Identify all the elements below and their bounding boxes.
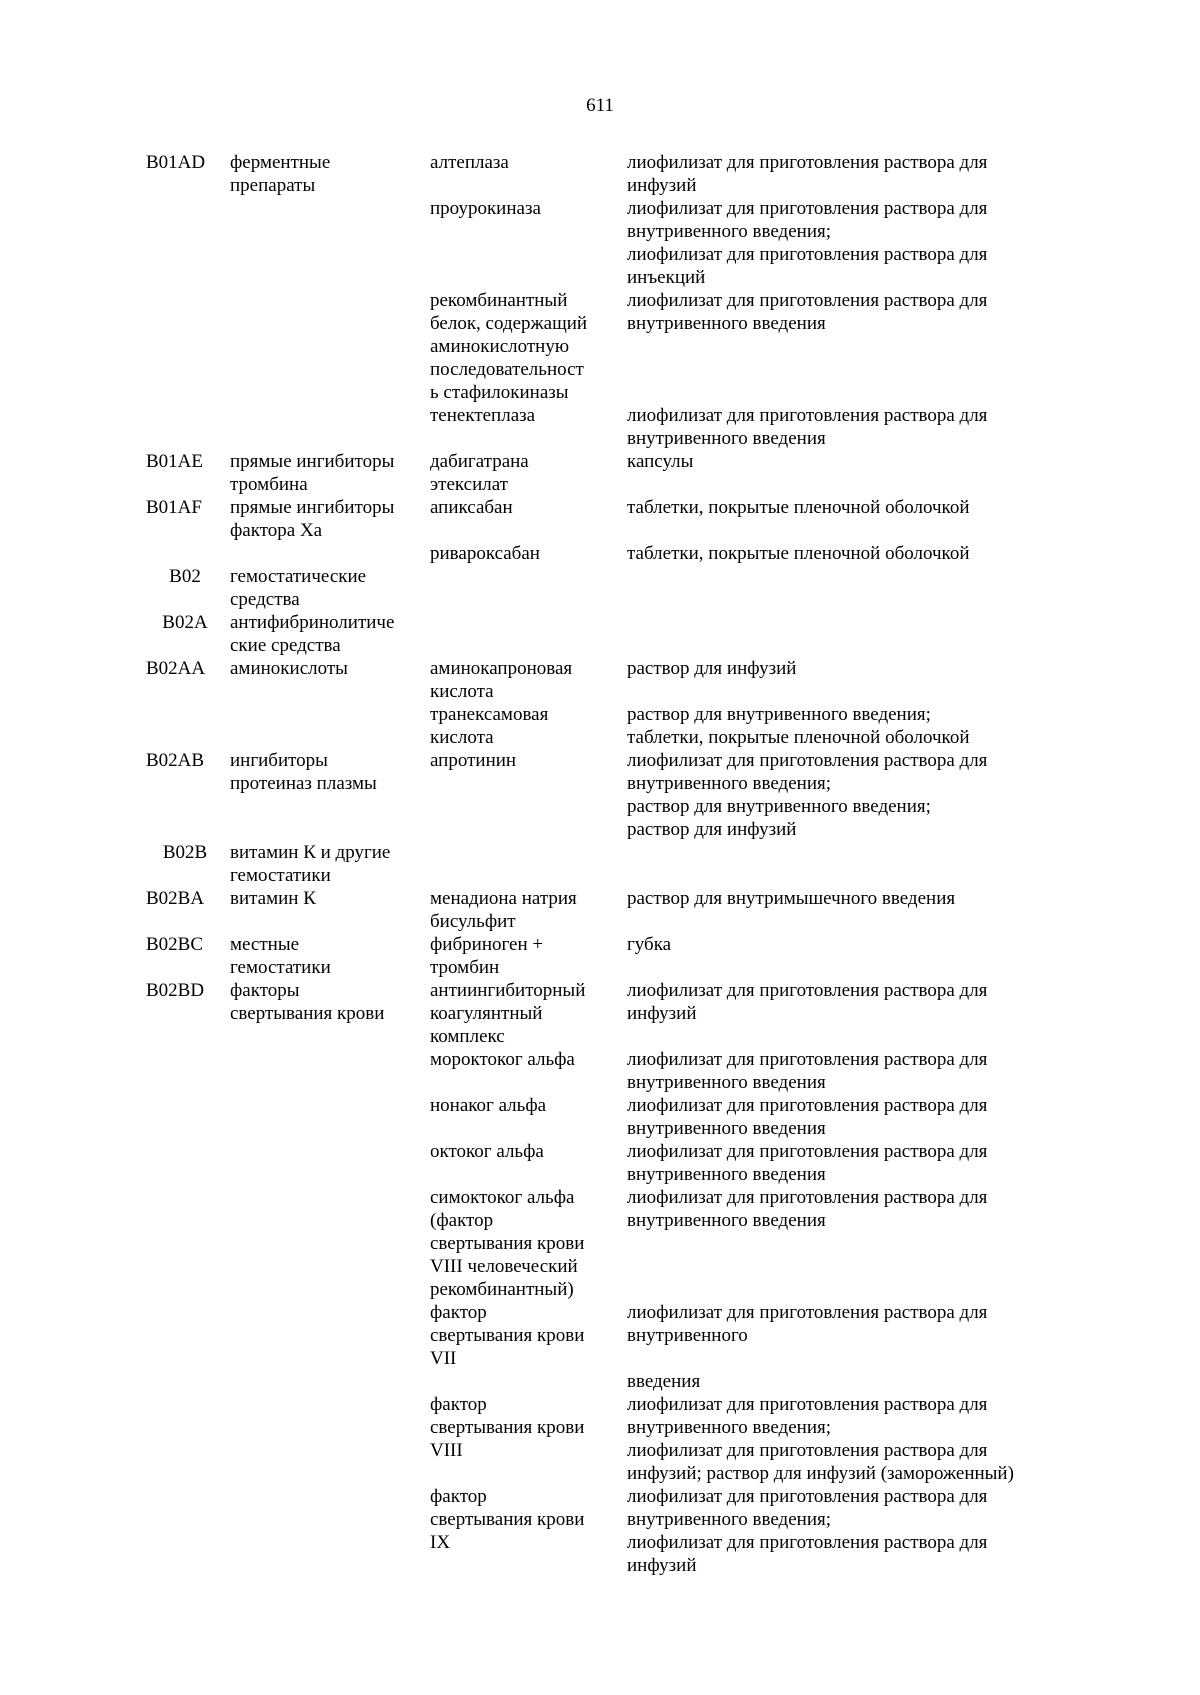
atc-code-cell: B02BD bbox=[146, 980, 205, 1001]
atc-code-cell: B02AB bbox=[146, 750, 205, 771]
table-row bbox=[146, 887, 1066, 933]
table-row bbox=[146, 1048, 1066, 1094]
drug-name-cell: фактор свертывания крови IX bbox=[430, 1486, 585, 1553]
table-row bbox=[146, 1301, 1066, 1393]
table-row bbox=[146, 404, 1066, 450]
dosage-form-cell: лиофилизат для приготовления раствора для внутривенного введения bbox=[627, 1095, 988, 1139]
group-name-cell: ингибиторы протеиназ плазмы bbox=[230, 750, 377, 794]
drug-name-cell: менадиона натрия бисульфит bbox=[430, 888, 577, 932]
group-name-cell: прямые ингибиторы фактора Xa bbox=[230, 497, 395, 541]
drug-name-cell: ривароксабан bbox=[430, 543, 540, 564]
table-row bbox=[146, 151, 1066, 197]
table-row bbox=[146, 197, 1066, 289]
table-row bbox=[146, 841, 1066, 887]
table-row bbox=[146, 1140, 1066, 1186]
drug-name-cell: дабигатрана этексилат bbox=[430, 451, 529, 495]
drug-name-cell: апротинин bbox=[430, 750, 517, 771]
group-name-cell: местные гемостатики bbox=[230, 934, 331, 978]
dosage-form-cell: лиофилизат для приготовления раствора для внутривенного введения bbox=[627, 1049, 988, 1093]
dosage-form-cell: капсулы bbox=[627, 451, 694, 472]
drug-name-cell: транексамовая кислота bbox=[430, 704, 549, 748]
page-number: 611 bbox=[586, 95, 614, 116]
table-row bbox=[146, 933, 1066, 979]
dosage-form-cell: лиофилизат для приготовления раствора для внутривенного введения bbox=[627, 1302, 988, 1392]
table-row bbox=[146, 450, 1066, 496]
table-row bbox=[146, 979, 1066, 1048]
table-row bbox=[146, 1485, 1066, 1577]
table-row bbox=[146, 1186, 1066, 1301]
drug-name-cell: фактор свертывания крови VIII bbox=[430, 1394, 585, 1461]
drug-name-cell: апиксабан bbox=[430, 497, 513, 518]
atc-code-cell: B02AA bbox=[146, 658, 206, 679]
drug-table bbox=[146, 151, 1066, 1577]
table-row bbox=[146, 565, 1066, 611]
dosage-form-cell: раствор для инфузий bbox=[627, 658, 797, 679]
group-name-cell: факторы свертывания крови bbox=[230, 980, 385, 1024]
atc-code-cell: B01AE bbox=[146, 451, 203, 472]
drug-name-cell: антиингибиторный коагулянтный комплекс bbox=[430, 980, 586, 1047]
dosage-form-cell: раствор для внутривенного введения; таблетки, покрытые пленочной оболочкой bbox=[627, 704, 970, 748]
group-name-cell: ферментные препараты bbox=[230, 152, 331, 196]
dosage-form-cell: таблетки, покрытые пленочной оболочкой bbox=[627, 543, 970, 564]
drug-name-cell: октоког альфа bbox=[430, 1141, 544, 1162]
drug-name-cell: нонаког альфа bbox=[430, 1095, 547, 1116]
table-row bbox=[146, 1393, 1066, 1485]
drug-name-cell: рекомбинантный белок, содержащий аминокислотную последовательност ь стафилокиназы bbox=[430, 290, 588, 403]
dosage-form-cell: лиофилизат для приготовления раствора для внутривенного введения; лиофилизат для приготовления раствора для инъекций bbox=[627, 198, 988, 288]
drug-name-cell: мороктоког альфа bbox=[430, 1049, 575, 1070]
dosage-form-cell: лиофилизат для приготовления раствора для внутривенного введения bbox=[627, 290, 988, 334]
table-row bbox=[146, 289, 1066, 404]
table-row bbox=[146, 542, 1066, 565]
table-row bbox=[146, 1094, 1066, 1140]
drug-name-cell: алтеплаза bbox=[430, 152, 509, 173]
group-name-cell: аминокислоты bbox=[230, 658, 348, 679]
dosage-form-cell: лиофилизат для приготовления раствора для инфузий bbox=[627, 152, 988, 196]
dosage-form-cell: лиофилизат для приготовления раствора для внутривенного введения; лиофилизат для приготовления раствора для инфузий; раствор для инфузий (замороженный) bbox=[627, 1394, 1014, 1484]
drug-name-cell: фактор свертывания крови VII bbox=[430, 1302, 585, 1369]
drug-name-cell: фибриноген + тромбин bbox=[430, 934, 544, 978]
dosage-form-cell: раствор для внутримышечного введения bbox=[627, 888, 956, 909]
drug-name-cell: тенектеплаза bbox=[430, 405, 536, 426]
atc-code-cell: B01AF bbox=[146, 497, 202, 518]
atc-code-cell: B02B bbox=[162, 842, 208, 863]
drug-name-cell: проурокиназа bbox=[430, 198, 541, 219]
dosage-form-cell: таблетки, покрытые пленочной оболочкой bbox=[627, 497, 970, 518]
dosage-form-cell: лиофилизат для приготовления раствора для внутривенного введения bbox=[627, 1187, 988, 1231]
group-name-cell: витамин К и другие гемостатики bbox=[230, 842, 391, 886]
dosage-form-cell: лиофилизат для приготовления раствора для внутривенного введения; лиофилизат для приготовления раствора для инфузий bbox=[627, 1486, 988, 1576]
dosage-form-cell: губка bbox=[627, 934, 672, 955]
atc-code-cell: B02A bbox=[162, 612, 208, 633]
dosage-form-cell: лиофилизат для приготовления раствора для инфузий bbox=[627, 980, 988, 1024]
group-name-cell: гемостатические средства bbox=[230, 566, 367, 610]
table-row bbox=[146, 703, 1066, 749]
group-name-cell: прямые ингибиторы тромбина bbox=[230, 451, 395, 495]
dosage-form-cell: лиофилизат для приготовления раствора для внутривенного введения; раствор для внутривенного введения; раствор для инфузий bbox=[627, 750, 988, 840]
dosage-form-cell: лиофилизат для приготовления раствора для внутривенного введения bbox=[627, 1141, 988, 1185]
table-row bbox=[146, 657, 1066, 703]
dosage-form-cell: лиофилизат для приготовления раствора для внутривенного введения bbox=[627, 405, 988, 449]
atc-code-cell: B01AD bbox=[146, 152, 206, 173]
table-row bbox=[146, 611, 1066, 657]
atc-code-cell: B02 bbox=[169, 566, 201, 587]
group-name-cell: антифибринолитиче ские средства bbox=[230, 612, 395, 656]
drug-name-cell: аминокапроновая кислота bbox=[430, 658, 573, 702]
table-row bbox=[146, 496, 1066, 542]
atc-code-cell: B02BC bbox=[146, 934, 204, 955]
drug-name-cell: симоктоког альфа (фактор свертывания крови VIII человеческий рекомбинантный) bbox=[430, 1187, 585, 1300]
atc-code-cell: B02BA bbox=[146, 888, 205, 909]
table-row bbox=[146, 749, 1066, 841]
group-name-cell: витамин К bbox=[230, 888, 316, 909]
